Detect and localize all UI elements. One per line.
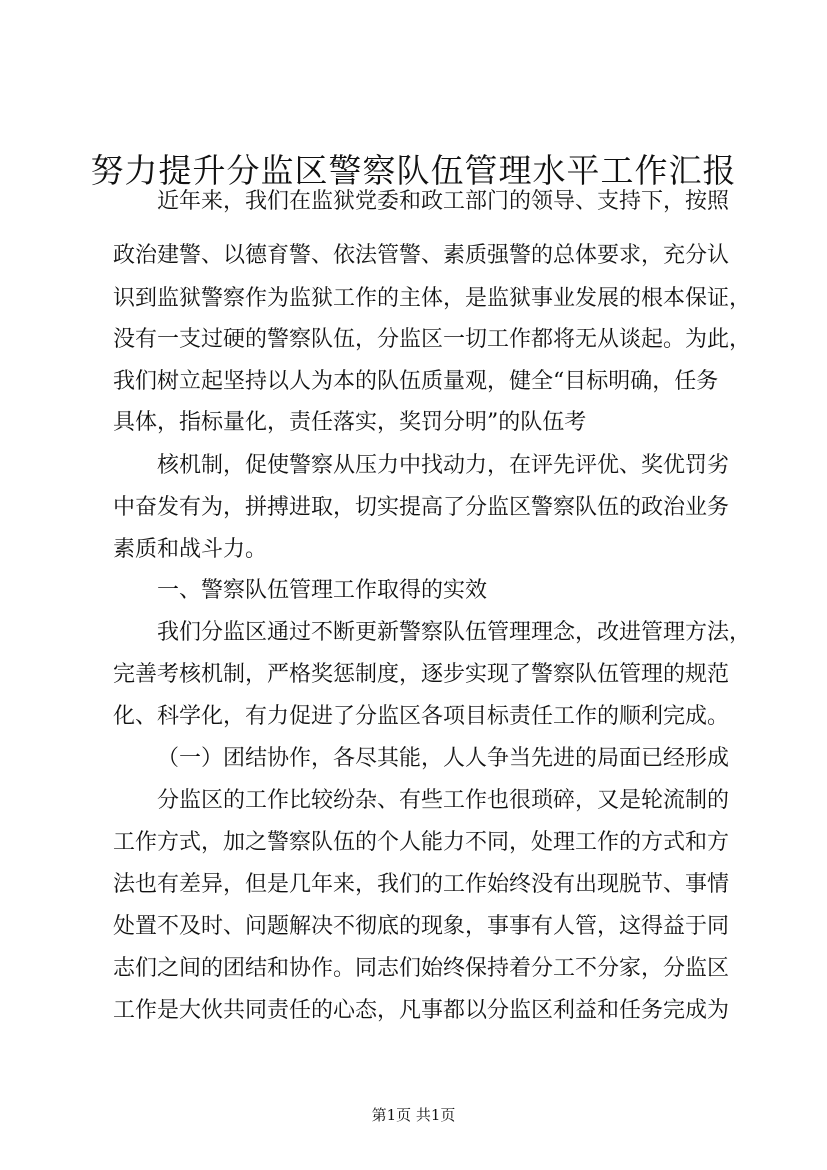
document-title: 努力提升分监区警察队伍管理水平工作汇报 bbox=[90, 151, 737, 190]
paragraph-line: 志们之间的团结和协作。同志们始终保持着分工不分家，分监区 bbox=[113, 956, 730, 981]
paragraph-line: 工作方式，加之警察队伍的个人能力不同，处理工作的方式和方 bbox=[113, 830, 730, 855]
paragraph-line: 近年来，我们在监狱党委和政工部门的领导、支持下，按照 bbox=[157, 189, 730, 214]
page-footer: 第1页 共1页 bbox=[371, 1106, 456, 1124]
paragraph-line: 工作是大伙共同责任的心态，凡事都以分监区利益和任务完成为 bbox=[113, 998, 730, 1023]
paragraph-line: 我们分监区通过不断更新警察队伍管理理念，改进管理方法， bbox=[157, 620, 752, 645]
paragraph-line: 完善考核机制，严格奖惩制度，逐步实现了警察队伍管理的规范 bbox=[113, 662, 730, 687]
paragraph-line: 分监区的工作比较纷杂、有些工作也很琐碎，又是轮流制的 bbox=[157, 788, 730, 813]
paragraph-line: 政治建警、以德育警、依法管警、素质强警的总体要求，充分认 bbox=[113, 243, 730, 268]
subsection-heading: （一）团结协作，各尽其能，人人争当先进的局面已经形成 bbox=[157, 746, 730, 771]
paragraph-line: 中奋发有为，拼搏进取，切实提高了分监区警察队伍的政治业务 bbox=[113, 495, 730, 520]
paragraph-line: 化、科学化，有力促进了分监区各项目标责任工作的顺利完成。 bbox=[113, 704, 730, 729]
paragraph-line: 识到监狱警察作为监狱工作的主体，是监狱事业发展的根本保证， bbox=[113, 286, 752, 311]
paragraph-line: 核机制，促使警察从压力中找动力，在评先评优、奖优罚劣 bbox=[157, 453, 730, 478]
paragraph-line: 处置不及时、问题解决不彻底的现象，事事有人管，这得益于同 bbox=[113, 914, 730, 939]
paragraph-line: 没有一支过硬的警察队伍，分监区一切工作都将无从谈起。为此， bbox=[113, 327, 752, 352]
paragraph-line: 我们树立起坚持以人为本的队伍质量观，健全“目标明确，任务 bbox=[113, 369, 719, 394]
paragraph-line: 法也有差异，但是几年来，我们的工作始终没有出现脱节、事情 bbox=[113, 872, 730, 897]
section-heading: 一、警察队伍管理工作取得的实效 bbox=[157, 578, 488, 603]
paragraph-line: 具体，指标量化，责任落实，奖罚分明”的队伍考 bbox=[113, 410, 587, 435]
paragraph-line: 素质和战斗力。 bbox=[113, 537, 268, 562]
